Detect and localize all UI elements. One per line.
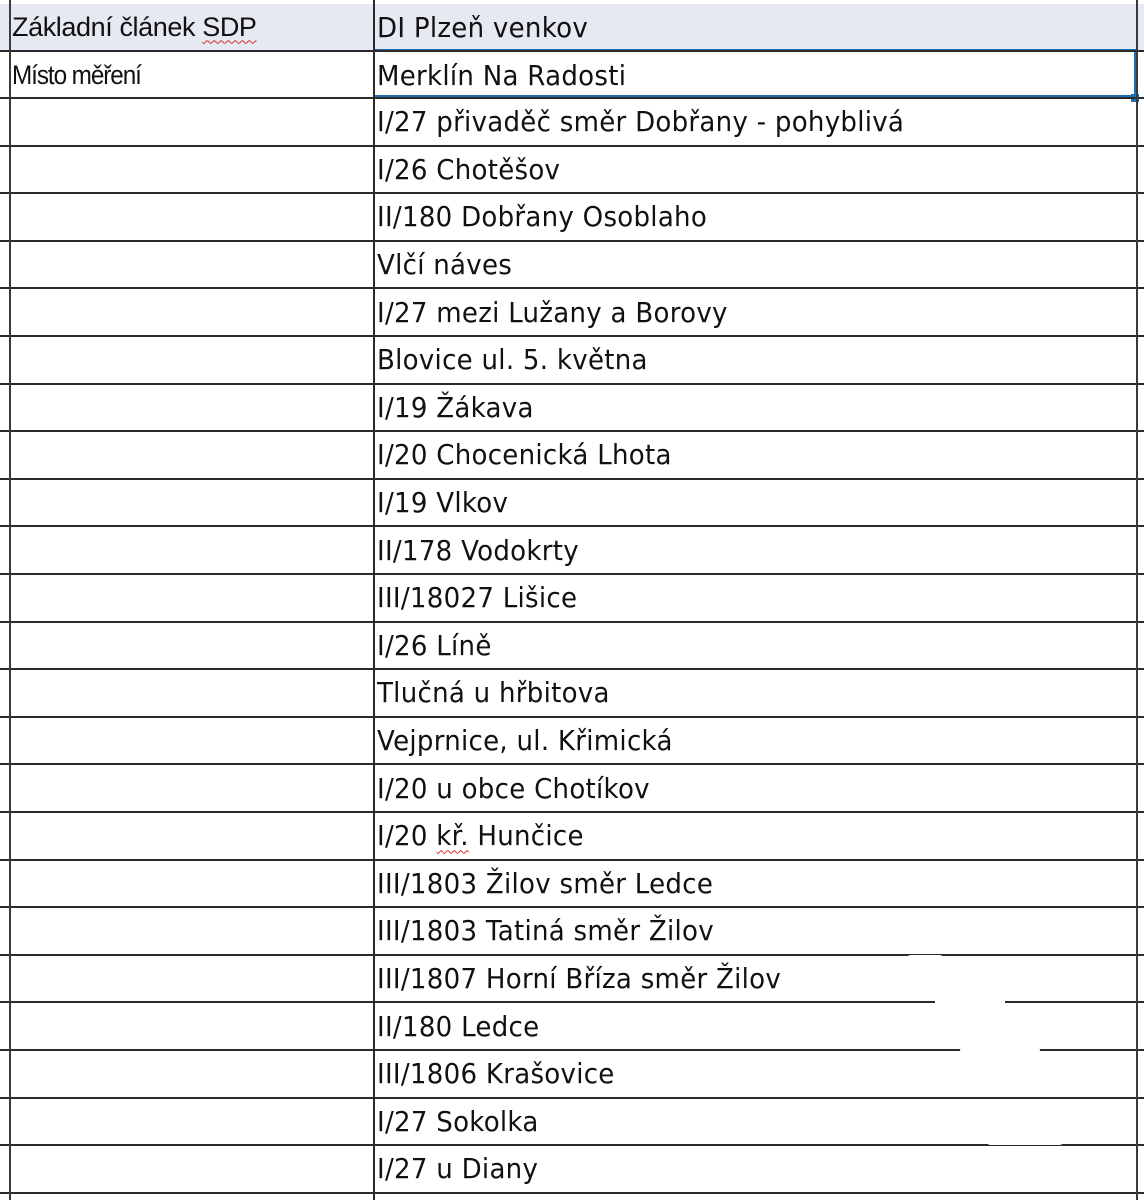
location-text: I/19 Žákava <box>377 390 534 424</box>
location-text: II/180 Dobřany Osoblaho <box>377 200 708 234</box>
table-row <box>0 432 1144 478</box>
location-text: I/27 přivaděč směr Dobřany - pohyblivá <box>377 105 905 139</box>
row-gridline <box>0 621 1144 623</box>
location-cell[interactable] <box>377 289 1084 335</box>
table-row <box>0 480 1144 526</box>
empty-cell[interactable] <box>12 1099 372 1145</box>
row-gridline <box>0 906 1144 908</box>
location-cell[interactable] <box>377 480 1084 526</box>
row-gridline <box>0 192 1144 194</box>
row-gridline <box>0 525 1144 527</box>
location-cell[interactable] <box>377 908 1084 954</box>
table-row <box>0 718 1144 764</box>
column-gridline <box>373 0 375 1200</box>
spellcheck-underline: SDP <box>202 11 257 42</box>
cell-a1[interactable] <box>12 4 372 50</box>
location-text: I/26 Líně <box>377 628 492 662</box>
row-gridline <box>0 811 1144 813</box>
table-row <box>0 861 1144 907</box>
empty-cell[interactable] <box>12 718 372 764</box>
row-gridline <box>0 1192 1144 1194</box>
empty-cell[interactable] <box>12 956 372 1002</box>
header-col-a: Základní článek SDP <box>12 11 257 42</box>
location-cell[interactable] <box>377 527 1084 573</box>
location-cell[interactable] <box>377 242 1084 288</box>
location-cell[interactable] <box>377 1146 1084 1192</box>
empty-cell[interactable] <box>12 765 372 811</box>
table-row <box>0 1146 1144 1192</box>
row-gridline <box>0 287 1144 289</box>
table-row <box>0 813 1144 859</box>
row-gridline <box>0 50 1144 52</box>
location-cell[interactable] <box>377 670 1084 716</box>
location-cell[interactable] <box>377 432 1084 478</box>
glare-artifact <box>985 1100 1065 1145</box>
empty-cell[interactable] <box>12 289 372 335</box>
location-text: III/1806 Krašovice <box>377 1057 615 1091</box>
location-cell[interactable] <box>377 194 1084 240</box>
location-text: I/20 Chocenická Lhota <box>377 438 672 472</box>
table-row <box>0 765 1144 811</box>
location-text: I/20 u obce Chotíkov <box>377 771 650 805</box>
row-gridline <box>0 430 1144 432</box>
row-gridline <box>0 1144 1144 1146</box>
empty-cell[interactable] <box>12 432 372 478</box>
empty-cell[interactable] <box>12 147 372 193</box>
empty-cell[interactable] <box>12 385 372 431</box>
table-row <box>0 385 1144 431</box>
column-gridline <box>9 0 11 1200</box>
table-row <box>0 623 1144 669</box>
row-gridline <box>0 1097 1144 1099</box>
row-gridline <box>0 240 1144 242</box>
location-cell[interactable] <box>377 99 1084 145</box>
location-text: II/180 Ledce <box>377 1009 540 1043</box>
location-text: Tlučná u hřbitova <box>377 676 610 710</box>
empty-cell[interactable] <box>12 337 372 383</box>
location-cell[interactable] <box>377 861 1084 907</box>
row-gridline <box>0 668 1144 670</box>
location-cell[interactable] <box>377 147 1084 193</box>
row-gridline <box>0 954 1144 956</box>
table-row <box>0 289 1144 335</box>
table-row <box>0 527 1144 573</box>
row-gridline <box>0 573 1144 575</box>
glare-artifact <box>905 955 945 975</box>
cell-b1[interactable] <box>377 4 1084 50</box>
measurement-place-label: Místo měření <box>12 59 141 90</box>
location-cell[interactable] <box>377 337 1084 383</box>
empty-cell[interactable] <box>12 908 372 954</box>
location-text: Vejprnice, ul. Křimická <box>377 724 673 758</box>
table-row <box>0 670 1144 716</box>
header-col-b: DI Plzeň venkov <box>377 10 589 44</box>
empty-cell[interactable] <box>12 623 372 669</box>
location-text: I/26 Chotěšov <box>377 152 561 186</box>
location-cell[interactable] <box>377 765 1084 811</box>
location-cell[interactable] <box>377 623 1084 669</box>
location-text: III/18027 Lišice <box>377 581 578 615</box>
spellcheck-underline: kř. <box>436 819 469 853</box>
table-row <box>0 1099 1144 1145</box>
location-cell[interactable] <box>377 718 1084 764</box>
location-text: I/27 u Diany <box>377 1152 539 1186</box>
empty-cell[interactable] <box>12 242 372 288</box>
table-row <box>0 908 1144 954</box>
row-gridline <box>0 716 1144 718</box>
location-text: I/27 mezi Lužany a Borovy <box>377 295 728 329</box>
empty-cell[interactable] <box>12 99 372 145</box>
location-cell[interactable] <box>377 385 1084 431</box>
glare-artifact <box>935 995 1005 1029</box>
location-cell[interactable] <box>377 1099 1084 1145</box>
location-text: III/1803 Žilov směr Ledce <box>377 866 714 900</box>
table-row <box>0 147 1144 193</box>
glare-artifact <box>960 1045 1040 1085</box>
table-row <box>0 242 1144 288</box>
table-row <box>0 337 1144 383</box>
empty-cell[interactable] <box>12 527 372 573</box>
location-text: III/1803 Tatiná směr Žilov <box>377 914 714 948</box>
empty-cell[interactable] <box>12 1003 372 1049</box>
location-text: II/178 Vodokrty <box>377 533 579 567</box>
cell-selection-outline <box>373 49 1136 97</box>
empty-cell[interactable] <box>12 670 372 716</box>
empty-cell[interactable] <box>12 575 372 621</box>
location-text: I/20 kř. Hunčice <box>377 819 584 853</box>
empty-cell[interactable] <box>12 1051 372 1097</box>
location-text: I/27 Sokolka <box>377 1104 539 1138</box>
header-row <box>0 4 1144 50</box>
location-text: I/19 Vlkov <box>377 486 509 520</box>
row-gridline <box>0 145 1144 147</box>
row-gridline <box>0 859 1144 861</box>
empty-cell[interactable] <box>12 194 372 240</box>
row-gridline <box>0 478 1144 480</box>
table-row <box>0 99 1144 145</box>
empty-cell[interactable] <box>12 861 372 907</box>
table-row <box>0 194 1144 240</box>
location-text: Merklín Na Radosti <box>377 58 627 92</box>
location-text: Vlčí náves <box>377 248 513 282</box>
cell-a2[interactable] <box>12 52 336 98</box>
empty-cell[interactable] <box>12 813 372 859</box>
empty-cell[interactable] <box>12 480 372 526</box>
table-row <box>0 575 1144 621</box>
row-gridline <box>0 383 1144 385</box>
location-cell[interactable] <box>377 813 1084 859</box>
location-cell[interactable] <box>377 575 1084 621</box>
empty-cell[interactable] <box>12 1146 372 1192</box>
row-gridline <box>0 763 1144 765</box>
location-text: III/1807 Horní Bříza směr Žilov <box>377 962 782 996</box>
column-gridline <box>1136 0 1138 1200</box>
row-gridline <box>0 335 1144 337</box>
row-gridline <box>0 97 1144 99</box>
location-text: Blovice ul. 5. května <box>377 343 648 377</box>
